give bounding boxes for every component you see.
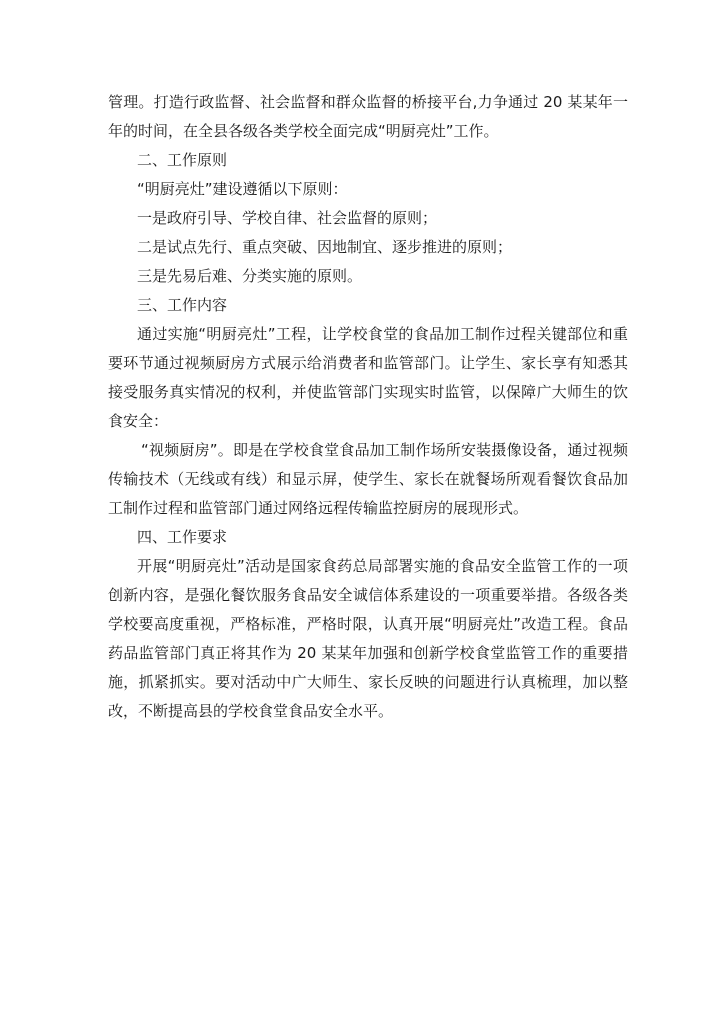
document-body: [108, 88, 628, 726]
principle-item-2: 二是试点先行、重点突破、因地制宜、逐步推进的原则；: [137, 238, 513, 256]
paragraph-continuation: 管理。打造行政监督、社会监督和群众监督的桥接平台,力争通过 20 某某年一年的时间，在全县各级各类学校全面完成“明厨亮灶”工作。: [108, 93, 628, 140]
section-heading-requirements: 四、工作要求: [137, 528, 228, 546]
paragraph-principles-intro: “明厨亮灶”建设遵循以下原则：: [137, 180, 348, 198]
section-heading-content: 三、工作内容: [137, 296, 228, 314]
section-heading-principles: 二、工作原则: [137, 151, 228, 169]
principle-item-1: 一是政府引导、学校自律、社会监督的原则；: [137, 209, 438, 227]
paragraph-requirements-body: 开展“明厨亮灶”活动是国家食药总局部署实施的食品安全监管工作的一项创新内容，是强化餐饮服务食品安全诚信体系建设的一项重要举措。各级各类学校要高度重视，严格标准，严格时限，认真开展“明厨亮灶”改造工程。食品药品监管部门真正将其作为 20 某某年加强和创新学校食堂监管工作的重要措施，抓紧抓实。要对活动中广大师生、家长反映的问题进行认真梳理，加以整改，不断提高县的学校食堂食品安全水平。: [108, 557, 628, 720]
paragraph-video-kitchen: “视频厨房”。即是在学校食堂食品加工制作场所安装摄像设备，通过视频传输技术（无线或有线）和显示屏，使学生、家长在就餐场所观看餐饮食品加工制作过程和监管部门通过网络远程传输监控厨房的展现形式。: [108, 441, 628, 517]
paragraph-content-body: 通过实施“明厨亮灶”工程，让学校食堂的食品加工制作过程关键部位和重要环节通过视频厨房方式展示给消费者和监管部门。让学生、家长享有知悉其接受服务真实情况的权利，并使监管部门实现实时监管，以保障广大师生的饮食安全：: [108, 325, 628, 430]
principle-item-3: 三是先易后难、分类实施的原则。: [137, 267, 363, 285]
